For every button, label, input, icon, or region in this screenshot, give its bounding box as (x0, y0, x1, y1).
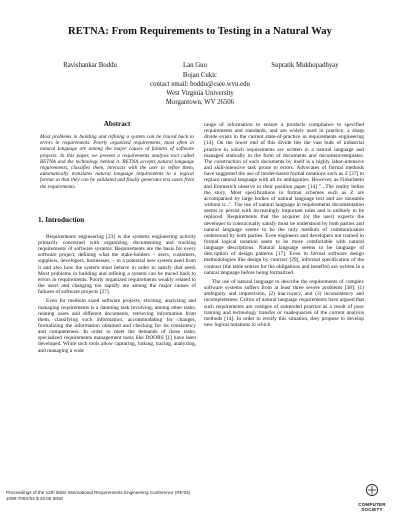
author-mukhopadhyay: Supratik Mukhopadhyay (271, 62, 339, 69)
logo-text-society: SOCIETY (361, 507, 383, 512)
left-column (38, 120, 196, 354)
proceedings-footer (6, 490, 266, 501)
intro-paragraph-1: Requirements engineering [23] is the systems engineering activity primarily concerned with organizing, documenting and tracking requirements of software systems. Requirements are the basis for every software project, defining what the stake-holders – users, customers, suppliers, developers, businesses, – in a potential new system need from it and also how the system must behave in order to satisfy that need. Most problems in building and refining a system can be traced back to errors in requirements. Poorly organized requirements weakly related to the users and changing too rapidly are among the major causes of failures of software projects [27]. (38, 233, 196, 296)
author-guo: Lan Guo (183, 62, 207, 69)
abstract-heading: Abstract (103, 120, 131, 128)
computer-society-logo (352, 483, 392, 513)
abstract-text: Most problems in building and refining a system can be traced back to errors in requirements. Poorly organized requirements, most often in natural language are among the major causes of failures of software projects. In this paper, we present a requirements analysis tool called RETNA and the technology behind it. RETNA accepts natural language requirements, classifies them, interacts with the user to refine them, automatically translates natural language requirements to a logical format so that they can be validated and finally generates test cases from the requirements. (40, 134, 194, 190)
computer-society-emblem-icon (352, 483, 392, 497)
intro-paragraph-2: Even for medium sized software projects, eliciting, analyzing and managing requirements is a daunting task involving, among other tasks, relating users and different documents, retrieving information from them, classifying such information, accommodating for changes, formalizing the information obtained and checking for its consistency and completeness. In order to meet the demands of these tasks, specialized requirements management tools like DOORS [1] have been developed. While such tools allow capturing, linking, tracing, analyzing, and managing a wide (38, 298, 196, 354)
right-column (204, 122, 364, 328)
author-row (40, 62, 360, 69)
university: West Virginia University (166, 90, 234, 97)
contact-email: contact email: boddu@csee.wvu.edu (150, 81, 250, 88)
author-cukic: Bojan Cukic (182, 72, 218, 79)
footer-line-1: Proceedings of the 12th IEEE International Requirements Engineering Conference (RE'04) (6, 490, 191, 495)
logo-text-computer: COMPUTER (358, 502, 386, 507)
city: Morgantown, WV 26506 (165, 99, 235, 106)
introduction-heading: 1. Introduction (38, 215, 85, 224)
footer-line-2: 1090-705X/04 $ 20.00 IEEE (6, 495, 64, 501)
paper-title: RETNA: From Requirements to Testing in a Natural Way (68, 26, 332, 37)
author-boddu: Ravishankar Boddu (63, 62, 117, 69)
right-paragraph-2: The use of natural language to describe the requirements of complex software systems suffers from at least three severe problems [38]: (1) ambiguity and imprecision, (2) inaccuracy, and (3) inconsistency and incompleteness. Critics of natural language requirements have argued that such requirements are vestiges of outmoded practice as a result of poor training and technology transfer or inadequacies of the current analysis methods [14]. In order to rectify this situation, they propose to develop new logical notations to which (204, 278, 364, 328)
right-paragraph-1: range of information to ensure a products compliance to specified requirements and standards, and are widely used in practice, a sharp divide exists in the current state-of-practice in requirements engineering [14]. On the lower end of this divide lies the vast bulk of industrial practice in which requirements are written in a natural language and managed statically in the form of documents and document-templates. The construction of such documents by itself is a highly labor-intensive and skill-intensive task prone to errors. Advocates of formal methods have suggested the use of model-based formal notations such as Z [37] to replace natural language with all its ambiguities. However, as Finkelstein and Emmerich observe in their position paper [14] "...The reality belies the story. Most specifications in formal schemes such as Z are accompanied by large bodies of natural language text and are unusable without it...". The use of natural language in requirements documentation seems to persist with increasingly important roles and is unlikely to be replaced. Requirements that the acquirer (or the user) expects the developer to contractually satisfy must be understood by both parties and natural language seems to be the only medium of communication understood by both parties. Even engineers and developers not trained in formal logical notation seem to be more comfortable with natural language descriptions. Natural language seems to be language of description of design patterns [17]. Even in formal software design methodologies like design by contract [29], informal specification of the contract (the table entries for the obligations and benefits) are written in a natural language before being formalized. (204, 122, 364, 276)
